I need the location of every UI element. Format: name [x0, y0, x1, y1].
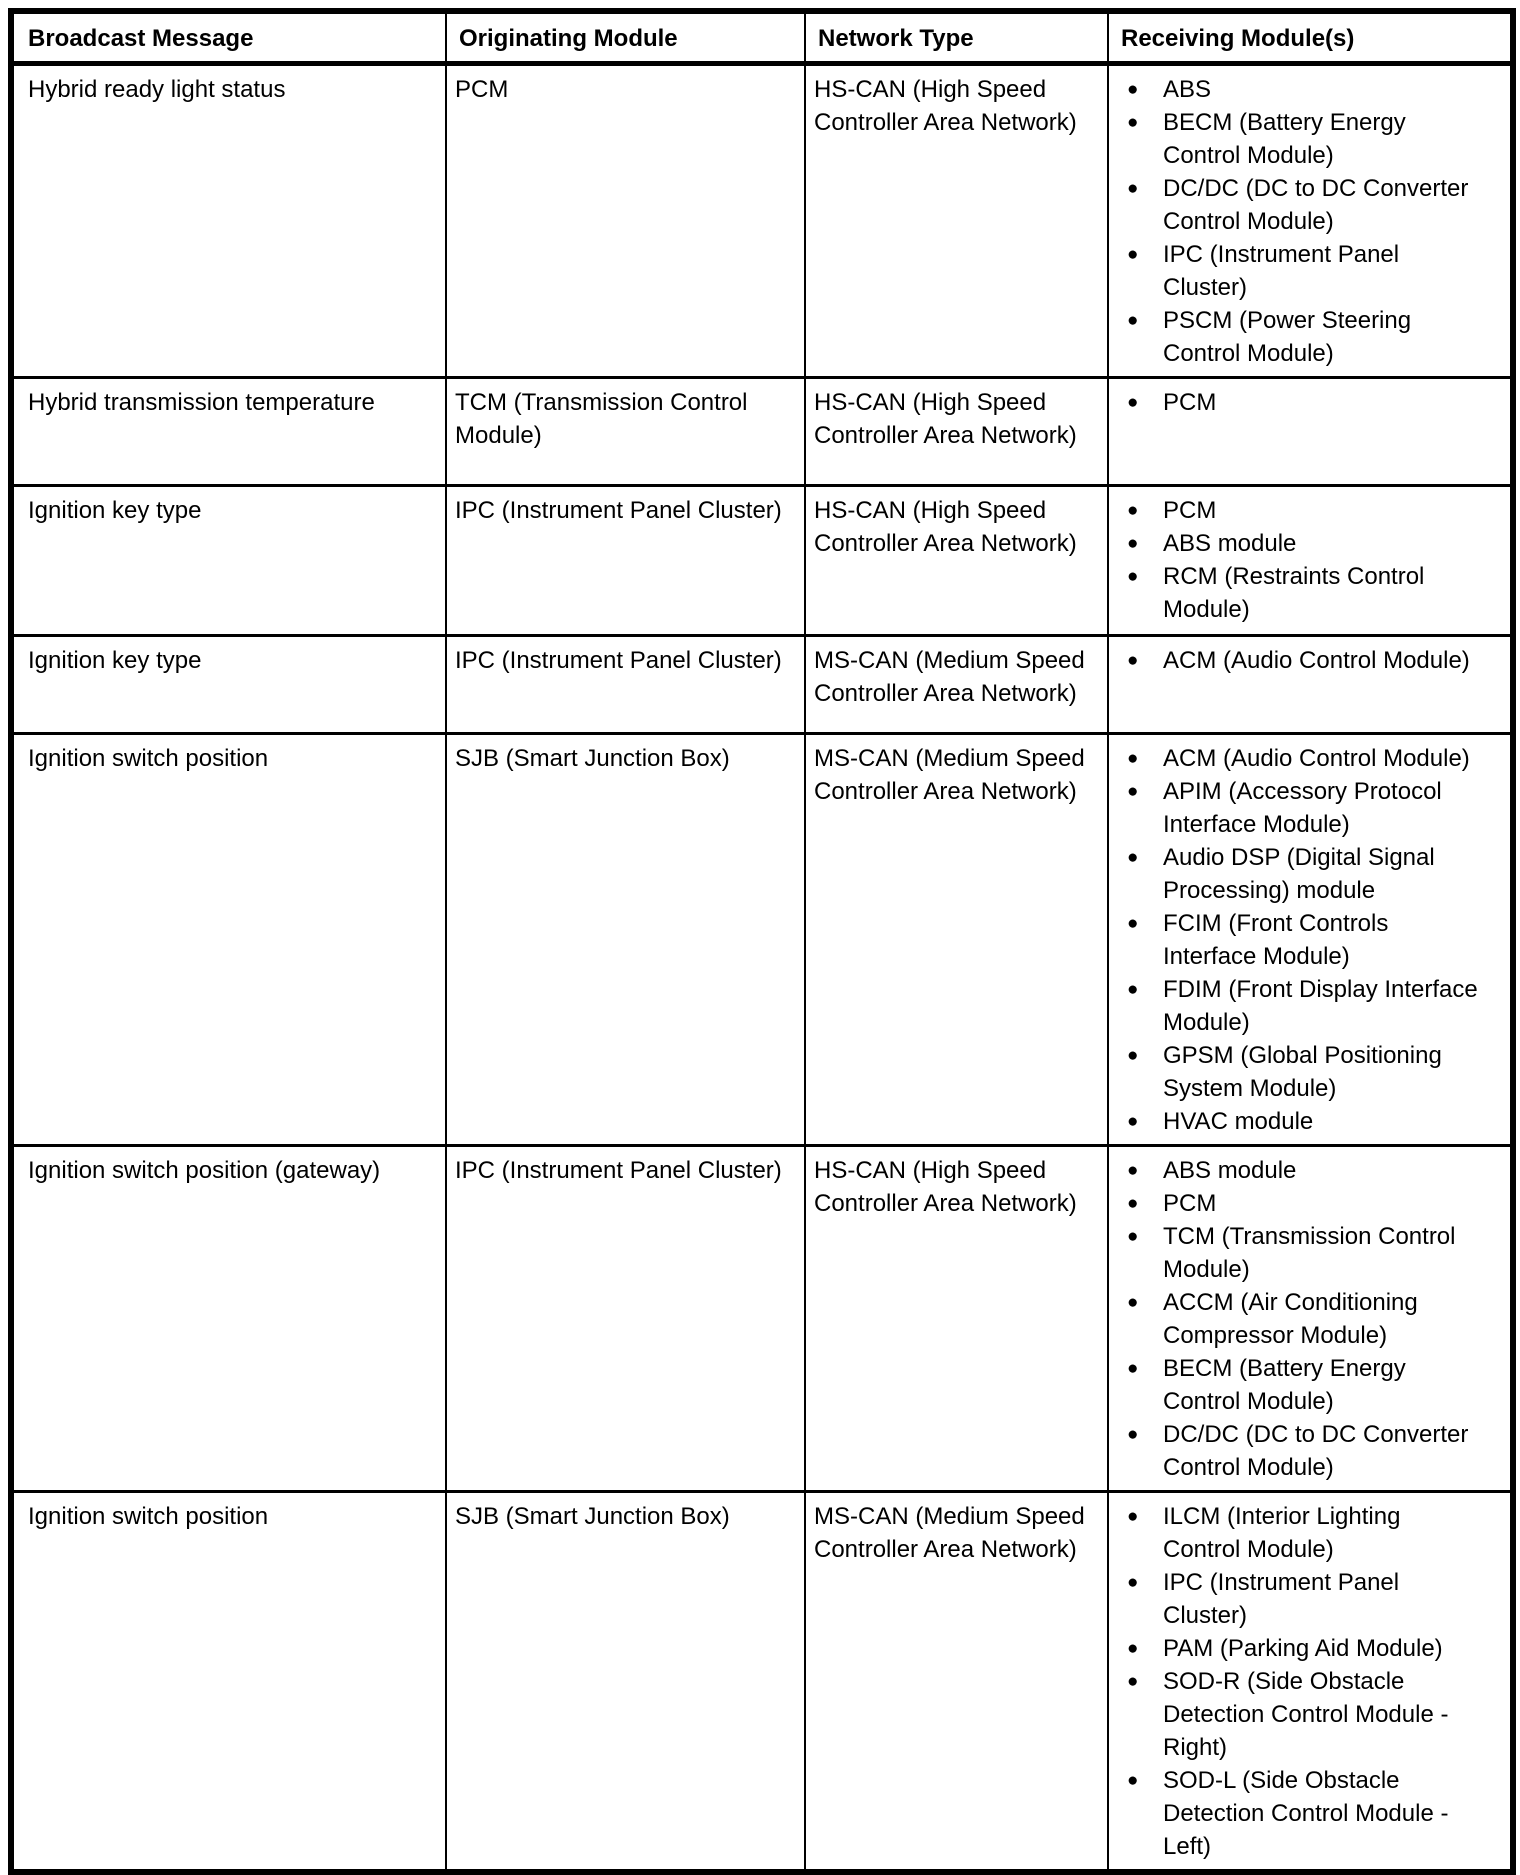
receiving-module-label: FCIM (Front Controls Interface Module)	[1163, 910, 1389, 970]
cell-receiving-modules	[1108, 378, 1513, 486]
cell-receiving-modules	[1108, 1146, 1513, 1492]
bullet-icon: ●	[1127, 1045, 1139, 1066]
list-item	[1125, 1632, 1484, 1665]
receiving-module-label: HVAC module	[1163, 1108, 1314, 1135]
broadcast-message-table	[8, 8, 1516, 1875]
list-item	[1125, 775, 1484, 841]
receiving-module-label: ABS	[1163, 76, 1212, 103]
receiving-module-label: PCM	[1163, 1190, 1217, 1217]
cell-network-type: HS-CAN (High Speed Controller Area Network)	[805, 64, 1108, 378]
bullet-icon: ●	[1127, 244, 1139, 265]
list-item	[1125, 172, 1484, 238]
bullet-icon: ●	[1127, 1358, 1139, 1379]
bullet-icon: ●	[1127, 781, 1139, 802]
list-item	[1125, 1187, 1484, 1220]
list-item	[1125, 304, 1484, 370]
table-header-row	[11, 11, 1513, 64]
bullet-icon: ●	[1127, 1671, 1139, 1692]
bullet-icon: ●	[1127, 566, 1139, 587]
list-item	[1125, 1352, 1484, 1418]
cell-originating-module: SJB (Smart Junction Box)	[446, 734, 805, 1146]
cell-network-type: HS-CAN (High Speed Controller Area Network)	[805, 378, 1108, 486]
table-row	[11, 378, 1513, 486]
receiving-module-label: ACM (Audio Control Module)	[1163, 647, 1470, 674]
list-item	[1125, 106, 1484, 172]
cell-network-type: HS-CAN (High Speed Controller Area Network)	[805, 486, 1108, 636]
receiving-module-label: APIM (Accessory Protocol Interface Module)	[1163, 778, 1442, 838]
cell-network-type: HS-CAN (High Speed Controller Area Network)	[805, 1146, 1108, 1492]
column-header-broadcast-message: Broadcast Message	[11, 11, 446, 64]
cell-network-type: MS-CAN (Medium Speed Controller Area Network)	[805, 636, 1108, 734]
cell-receiving-modules	[1108, 1492, 1513, 1873]
bullet-icon: ●	[1127, 178, 1139, 199]
receiving-module-label: PCM	[1163, 389, 1217, 416]
cell-broadcast-message: Hybrid transmission temperature	[11, 378, 446, 486]
bullet-icon: ●	[1127, 979, 1139, 1000]
list-item	[1125, 742, 1484, 775]
cell-receiving-modules	[1108, 636, 1513, 734]
bullet-icon: ●	[1127, 310, 1139, 331]
bullet-icon: ●	[1127, 1226, 1139, 1247]
receiving-modules-list	[1125, 73, 1484, 370]
receiving-module-label: ABS module	[1163, 530, 1297, 557]
receiving-module-label: RCM (Restraints Control Module)	[1163, 563, 1425, 623]
receiving-module-label: TCM (Transmission Control Module)	[1163, 1223, 1456, 1283]
bullet-icon: ●	[1127, 1770, 1139, 1791]
receiving-module-label: BECM (Battery Energy Control Module)	[1163, 1355, 1406, 1415]
receiving-module-label: IPC (Instrument Panel Cluster)	[1163, 241, 1400, 301]
receiving-module-label: DC/DC (DC to DC Converter Control Module)	[1163, 1421, 1469, 1481]
receiving-module-label: SOD-L (Side Obstacle Detection Control Module - Left)	[1163, 1767, 1449, 1860]
receiving-module-label: FDIM (Front Display Interface Module)	[1163, 976, 1478, 1036]
cell-originating-module: IPC (Instrument Panel Cluster)	[446, 1146, 805, 1492]
bullet-icon: ●	[1127, 79, 1139, 100]
list-item	[1125, 1418, 1484, 1484]
column-header-originating-module: Originating Module	[446, 11, 805, 64]
receiving-module-label: PSCM (Power Steering Control Module)	[1163, 307, 1412, 367]
cell-broadcast-message: Hybrid ready light status	[28, 76, 286, 103]
table-row	[11, 1146, 1513, 1492]
list-item	[1125, 1105, 1484, 1138]
list-item	[1125, 73, 1484, 106]
cell-originating-module: IPC (Instrument Panel Cluster)	[446, 636, 805, 734]
column-header-network-type: Network Type	[805, 11, 1108, 64]
receiving-modules-list	[1125, 742, 1484, 1138]
list-item	[1125, 907, 1484, 973]
list-item	[1125, 1220, 1484, 1286]
bullet-icon: ●	[1127, 1160, 1139, 1181]
receiving-module-label: ABS module	[1163, 1157, 1297, 1184]
table-row	[11, 486, 1513, 636]
cell-network-type: MS-CAN (Medium Speed Controller Area Network)	[805, 734, 1108, 1146]
cell-originating-module: IPC (Instrument Panel Cluster)	[446, 486, 805, 636]
list-item	[1125, 1500, 1484, 1566]
cell-originating-module: TCM (Transmission Control Module)	[446, 378, 805, 486]
column-header-receiving-modules: Receiving Module(s)	[1108, 11, 1513, 64]
list-item	[1125, 841, 1484, 907]
list-item	[1125, 1566, 1484, 1632]
table-row	[11, 1492, 1513, 1873]
receiving-module-label: ACCM (Air Conditioning Compressor Module)	[1163, 1289, 1418, 1349]
list-item	[1125, 386, 1484, 419]
list-item	[1125, 1764, 1484, 1863]
list-item	[1125, 1154, 1484, 1187]
receiving-module-label: ACM (Audio Control Module)	[1163, 745, 1470, 772]
cell-network-type: MS-CAN (Medium Speed Controller Area Network)	[805, 1492, 1108, 1873]
cell-broadcast-message: Ignition switch position	[11, 1492, 446, 1873]
receiving-module-label: BECM (Battery Energy Control Module)	[1163, 109, 1406, 169]
receiving-modules-list	[1125, 386, 1484, 419]
list-item	[1125, 560, 1484, 626]
list-item	[1125, 1286, 1484, 1352]
bullet-icon: ●	[1127, 1424, 1139, 1445]
receiving-module-label: Audio DSP (Digital Signal Processing) module	[1163, 844, 1435, 904]
receiving-module-label: IPC (Instrument Panel Cluster)	[1163, 1569, 1400, 1629]
table-row	[11, 636, 1513, 734]
receiving-modules-list	[1125, 1154, 1484, 1484]
cell-originating-module: PCM	[446, 64, 805, 378]
bullet-icon: ●	[1127, 913, 1139, 934]
cell-broadcast-message: Ignition switch position	[11, 734, 446, 1146]
bullet-icon: ●	[1127, 1193, 1139, 1214]
cell-broadcast-message: Ignition switch position (gateway)	[11, 1146, 446, 1492]
cell-receiving-modules	[1108, 734, 1513, 1146]
bullet-icon: ●	[1127, 1638, 1139, 1659]
cell-receiving-modules	[1108, 486, 1513, 636]
cell-broadcast-message: Ignition key type	[11, 636, 446, 734]
bullet-icon: ●	[1127, 1292, 1139, 1313]
bullet-icon: ●	[1127, 847, 1139, 868]
list-item	[1125, 494, 1484, 527]
receiving-modules-list	[1125, 494, 1484, 626]
table-row	[11, 64, 1513, 378]
table-row	[11, 734, 1513, 1146]
bullet-icon: ●	[1127, 650, 1139, 671]
bullet-icon: ●	[1127, 112, 1139, 133]
receiving-module-label: SOD-R (Side Obstacle Detection Control Module - Right)	[1163, 1668, 1449, 1761]
list-item	[1125, 527, 1484, 560]
receiving-module-label: ILCM (Interior Lighting Control Module)	[1163, 1503, 1401, 1563]
table-body	[11, 64, 1513, 1873]
receiving-module-label: PCM	[1163, 497, 1217, 524]
list-item	[1125, 238, 1484, 304]
receiving-module-label: DC/DC (DC to DC Converter Control Module)	[1163, 175, 1469, 235]
list-item	[1125, 644, 1484, 677]
receiving-module-label: PAM (Parking Aid Module)	[1163, 1635, 1443, 1662]
bullet-icon: ●	[1127, 1506, 1139, 1527]
cell-receiving-modules	[1108, 64, 1513, 378]
receiving-modules-list	[1125, 644, 1484, 677]
bullet-icon: ●	[1127, 392, 1139, 413]
receiving-modules-list	[1125, 1500, 1484, 1863]
bullet-icon: ●	[1127, 533, 1139, 554]
list-item	[1125, 1665, 1484, 1764]
receiving-module-label: GPSM (Global Positioning System Module)	[1163, 1042, 1442, 1102]
cell-originating-module: SJB (Smart Junction Box)	[446, 1492, 805, 1873]
bullet-icon: ●	[1127, 1111, 1139, 1132]
list-item	[1125, 973, 1484, 1039]
bullet-icon: ●	[1127, 748, 1139, 769]
bullet-icon: ●	[1127, 1572, 1139, 1593]
bullet-icon: ●	[1127, 500, 1139, 521]
list-item	[1125, 1039, 1484, 1105]
cell-broadcast-message: Ignition key type	[11, 486, 446, 636]
